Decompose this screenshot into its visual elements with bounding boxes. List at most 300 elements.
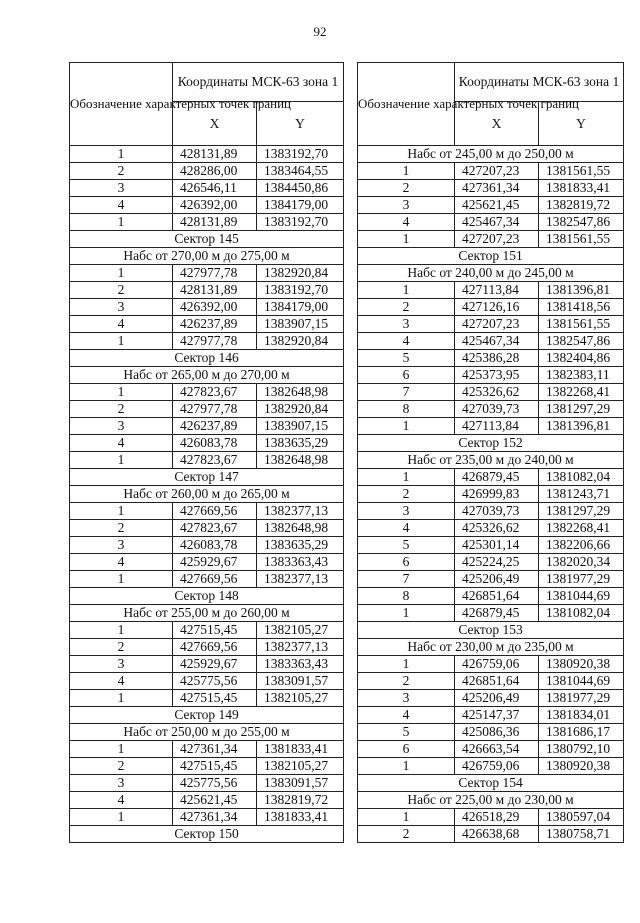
section-label: Сектор 146	[70, 350, 344, 367]
y-coordinate: 1380792,10	[539, 741, 624, 758]
table-row	[358, 367, 624, 384]
table-row	[70, 554, 344, 571]
y-coordinate: 1382648,98	[257, 520, 344, 537]
x-coordinate: 427669,56	[173, 639, 257, 656]
x-coordinate: 425086,36	[455, 724, 539, 741]
point-number: 8	[358, 401, 455, 418]
table-row	[358, 809, 624, 826]
table-row	[358, 197, 624, 214]
x-coordinate: 427669,56	[173, 571, 257, 588]
height-range-row	[70, 248, 344, 265]
table-row	[358, 214, 624, 231]
table-row	[70, 418, 344, 435]
table-row	[358, 282, 624, 299]
table-row	[70, 792, 344, 809]
y-coordinate: 1380597,04	[539, 809, 624, 826]
x-coordinate: 425206,49	[455, 690, 539, 707]
point-number: 2	[358, 673, 455, 690]
x-coordinate: 425929,67	[173, 656, 257, 673]
point-number: 1	[358, 469, 455, 486]
point-number: 3	[358, 503, 455, 520]
header-point-label: Обозначение характерных точек границ	[70, 63, 173, 146]
y-coordinate: 1384179,00	[257, 299, 344, 316]
header-point-label: Обозначение характерных точек границ	[358, 63, 455, 146]
x-coordinate: 427039,73	[455, 401, 539, 418]
y-coordinate: 1381243,71	[539, 486, 624, 503]
table-row	[70, 435, 344, 452]
page-number: 92	[313, 24, 327, 39]
section-label: Сектор 149	[70, 707, 344, 724]
x-coordinate: 425373,95	[455, 367, 539, 384]
x-coordinate: 426546,11	[173, 180, 257, 197]
x-coordinate: 427669,56	[173, 503, 257, 520]
header-y: Y	[539, 102, 624, 146]
y-coordinate: 1382648,98	[257, 452, 344, 469]
point-number: 2	[70, 282, 173, 299]
x-coordinate: 426237,89	[173, 316, 257, 333]
table-row	[70, 673, 344, 690]
point-number: 6	[358, 554, 455, 571]
x-coordinate: 425775,56	[173, 775, 257, 792]
y-coordinate: 1382105,27	[257, 758, 344, 775]
table-row	[358, 486, 624, 503]
y-coordinate: 1382920,84	[257, 265, 344, 282]
x-coordinate: 427515,45	[173, 622, 257, 639]
y-coordinate: 1383091,57	[257, 775, 344, 792]
y-coordinate: 1383464,55	[257, 163, 344, 180]
table-row	[358, 656, 624, 673]
table-row	[70, 163, 344, 180]
x-coordinate: 426237,89	[173, 418, 257, 435]
table-row	[70, 809, 344, 826]
y-coordinate: 1381833,41	[257, 809, 344, 826]
x-coordinate: 426851,64	[455, 588, 539, 605]
point-number: 3	[358, 316, 455, 333]
sector-row	[70, 231, 344, 248]
x-coordinate: 425326,62	[455, 384, 539, 401]
y-coordinate: 1382377,13	[257, 639, 344, 656]
table-row	[70, 503, 344, 520]
y-coordinate: 1381297,29	[539, 401, 624, 418]
y-coordinate: 1381297,29	[539, 503, 624, 520]
height-range-row	[358, 452, 624, 469]
table-row	[358, 741, 624, 758]
y-coordinate: 1383363,43	[257, 656, 344, 673]
x-coordinate: 427113,84	[455, 418, 539, 435]
sector-row	[70, 826, 344, 843]
y-coordinate: 1383192,70	[257, 146, 344, 163]
y-coordinate: 1381418,56	[539, 299, 624, 316]
table-row	[358, 333, 624, 350]
y-coordinate: 1382920,84	[257, 333, 344, 350]
section-label: Сектор 150	[70, 826, 344, 843]
y-coordinate: 1380920,38	[539, 656, 624, 673]
height-range-row	[358, 265, 624, 282]
height-range-row	[358, 792, 624, 809]
y-coordinate: 1381396,81	[539, 418, 624, 435]
y-coordinate: 1382377,13	[257, 503, 344, 520]
point-number: 3	[358, 197, 455, 214]
table-row	[358, 299, 624, 316]
table-row	[358, 384, 624, 401]
point-number: 3	[70, 180, 173, 197]
x-coordinate: 426392,00	[173, 299, 257, 316]
table-row	[70, 690, 344, 707]
x-coordinate: 427361,34	[173, 741, 257, 758]
x-coordinate: 425467,34	[455, 214, 539, 231]
x-coordinate: 427823,67	[173, 520, 257, 537]
y-coordinate: 1381977,29	[539, 690, 624, 707]
point-number: 2	[70, 520, 173, 537]
y-coordinate: 1383635,29	[257, 435, 344, 452]
y-coordinate: 1382819,72	[257, 792, 344, 809]
y-coordinate: 1382404,86	[539, 350, 624, 367]
section-label: Сектор 153	[358, 622, 624, 639]
y-coordinate: 1382920,84	[257, 401, 344, 418]
height-range-row	[358, 146, 624, 163]
point-number: 4	[358, 520, 455, 537]
point-number: 1	[70, 146, 173, 163]
point-number: 1	[70, 333, 173, 350]
point-number: 1	[70, 690, 173, 707]
table-row	[358, 707, 624, 724]
section-label: Сектор 151	[358, 248, 624, 265]
point-number: 4	[358, 333, 455, 350]
table-row	[70, 333, 344, 350]
point-number: 1	[358, 418, 455, 435]
x-coordinate: 427515,45	[173, 690, 257, 707]
sector-row	[358, 248, 624, 265]
table-row	[70, 520, 344, 537]
x-coordinate: 426759,06	[455, 758, 539, 775]
sector-row	[358, 435, 624, 452]
point-number: 5	[358, 724, 455, 741]
point-number: 6	[358, 741, 455, 758]
y-coordinate: 1381561,55	[539, 316, 624, 333]
point-number: 4	[70, 316, 173, 333]
table-row	[70, 316, 344, 333]
y-coordinate: 1382206,66	[539, 537, 624, 554]
x-coordinate: 426638,68	[455, 826, 539, 843]
table-row	[70, 146, 344, 163]
x-coordinate: 426083,78	[173, 435, 257, 452]
table-row	[358, 163, 624, 180]
x-coordinate: 426851,64	[455, 673, 539, 690]
x-coordinate: 427361,34	[173, 809, 257, 826]
section-label: Набс от 270,00 м до 275,00 м	[70, 248, 344, 265]
point-number: 5	[358, 350, 455, 367]
table-row	[358, 418, 624, 435]
x-coordinate: 427977,78	[173, 401, 257, 418]
table-row	[70, 758, 344, 775]
x-coordinate: 426759,06	[455, 656, 539, 673]
sector-row	[70, 469, 344, 486]
y-coordinate: 1382547,86	[539, 214, 624, 231]
section-label: Сектор 145	[70, 231, 344, 248]
x-coordinate: 425301,14	[455, 537, 539, 554]
table-row	[358, 588, 624, 605]
point-number: 1	[70, 503, 173, 520]
point-number: 3	[70, 299, 173, 316]
x-coordinate: 427977,78	[173, 265, 257, 282]
point-number: 2	[70, 758, 173, 775]
point-number: 4	[70, 554, 173, 571]
x-coordinate: 425621,45	[455, 197, 539, 214]
table-row	[70, 775, 344, 792]
table-row	[358, 469, 624, 486]
table-row	[358, 180, 624, 197]
point-number: 6	[358, 367, 455, 384]
table-row	[358, 724, 624, 741]
x-coordinate: 427207,23	[455, 316, 539, 333]
y-coordinate: 1382105,27	[257, 622, 344, 639]
table-row	[358, 758, 624, 775]
point-number: 4	[358, 214, 455, 231]
point-number: 2	[358, 486, 455, 503]
y-coordinate: 1382105,27	[257, 690, 344, 707]
point-number: 2	[70, 163, 173, 180]
table-body	[358, 146, 624, 843]
y-coordinate: 1381561,55	[539, 231, 624, 248]
y-coordinate: 1381396,81	[539, 282, 624, 299]
y-coordinate: 1381833,41	[539, 180, 624, 197]
y-coordinate: 1383192,70	[257, 282, 344, 299]
x-coordinate: 426663,54	[455, 741, 539, 758]
y-coordinate: 1384450,86	[257, 180, 344, 197]
sector-row	[70, 707, 344, 724]
coordinates-table-right	[357, 62, 624, 843]
x-coordinate: 425326,62	[455, 520, 539, 537]
y-coordinate: 1383907,15	[257, 418, 344, 435]
section-label: Набс от 250,00 м до 255,00 м	[70, 724, 344, 741]
header-y: Y	[257, 102, 344, 146]
x-coordinate: 427977,78	[173, 333, 257, 350]
y-coordinate: 1382268,41	[539, 384, 624, 401]
y-coordinate: 1381044,69	[539, 588, 624, 605]
point-number: 7	[358, 384, 455, 401]
x-coordinate: 427361,34	[455, 180, 539, 197]
x-coordinate: 426879,45	[455, 605, 539, 622]
point-number: 4	[70, 435, 173, 452]
y-coordinate: 1382377,13	[257, 571, 344, 588]
table-row	[70, 197, 344, 214]
section-label: Сектор 152	[358, 435, 624, 452]
table-row	[70, 265, 344, 282]
x-coordinate: 426518,29	[455, 809, 539, 826]
height-range-row	[70, 367, 344, 384]
point-number: 1	[358, 282, 455, 299]
table-row	[358, 231, 624, 248]
table-row	[70, 299, 344, 316]
table-row	[358, 503, 624, 520]
point-number: 2	[358, 299, 455, 316]
y-coordinate: 1382268,41	[539, 520, 624, 537]
sector-row	[70, 588, 344, 605]
y-coordinate: 1381082,04	[539, 469, 624, 486]
x-coordinate: 427823,67	[173, 452, 257, 469]
point-number: 2	[70, 639, 173, 656]
table-row	[358, 350, 624, 367]
header-coordinates: Координаты МСК-63 зона 1	[455, 63, 624, 102]
point-number: 1	[70, 214, 173, 231]
header-x: X	[455, 102, 539, 146]
y-coordinate: 1381834,01	[539, 707, 624, 724]
table-row	[358, 826, 624, 843]
point-number: 1	[358, 163, 455, 180]
point-number: 1	[70, 452, 173, 469]
point-number: 4	[70, 673, 173, 690]
x-coordinate: 427515,45	[173, 758, 257, 775]
point-number: 2	[358, 180, 455, 197]
height-range-row	[70, 724, 344, 741]
table-row	[358, 605, 624, 622]
point-number: 1	[358, 605, 455, 622]
x-coordinate: 426083,78	[173, 537, 257, 554]
table-row	[70, 180, 344, 197]
table-row	[70, 741, 344, 758]
table-row	[70, 452, 344, 469]
point-number: 1	[358, 231, 455, 248]
point-number: 7	[358, 571, 455, 588]
table-row	[70, 401, 344, 418]
x-coordinate: 428131,89	[173, 146, 257, 163]
x-coordinate: 427126,16	[455, 299, 539, 316]
section-label: Набс от 245,00 м до 250,00 м	[358, 146, 624, 163]
point-number: 1	[70, 741, 173, 758]
height-range-row	[358, 639, 624, 656]
point-number: 1	[70, 622, 173, 639]
point-number: 2	[70, 401, 173, 418]
sector-row	[358, 775, 624, 792]
y-coordinate: 1382383,11	[539, 367, 624, 384]
section-label: Набс от 260,00 м до 265,00 м	[70, 486, 344, 503]
section-label: Сектор 154	[358, 775, 624, 792]
section-label: Сектор 148	[70, 588, 344, 605]
table-row	[358, 673, 624, 690]
point-number: 4	[358, 707, 455, 724]
point-number: 3	[70, 418, 173, 435]
x-coordinate: 427207,23	[455, 163, 539, 180]
table-row	[358, 554, 624, 571]
section-label: Набс от 255,00 м до 260,00 м	[70, 605, 344, 622]
x-coordinate: 427823,67	[173, 384, 257, 401]
table-row	[358, 316, 624, 333]
table-row	[358, 401, 624, 418]
x-coordinate: 427207,23	[455, 231, 539, 248]
coordinates-table-left	[69, 62, 344, 843]
table-row	[358, 537, 624, 554]
y-coordinate: 1381561,55	[539, 163, 624, 180]
y-coordinate: 1383907,15	[257, 316, 344, 333]
table-body	[70, 146, 344, 843]
point-number: 1	[358, 809, 455, 826]
point-number: 1	[70, 384, 173, 401]
x-coordinate: 427113,84	[455, 282, 539, 299]
y-coordinate: 1380758,71	[539, 826, 624, 843]
x-coordinate: 426879,45	[455, 469, 539, 486]
table-row	[358, 690, 624, 707]
y-coordinate: 1382819,72	[539, 197, 624, 214]
x-coordinate: 425206,49	[455, 571, 539, 588]
x-coordinate: 425621,45	[173, 792, 257, 809]
x-coordinate: 425147,37	[455, 707, 539, 724]
table-row	[70, 537, 344, 554]
x-coordinate: 425929,67	[173, 554, 257, 571]
section-label: Набс от 230,00 м до 235,00 м	[358, 639, 624, 656]
x-coordinate: 427039,73	[455, 503, 539, 520]
point-number: 3	[358, 690, 455, 707]
table-row	[358, 571, 624, 588]
y-coordinate: 1381044,69	[539, 673, 624, 690]
point-number: 4	[70, 792, 173, 809]
section-label: Набс от 265,00 м до 270,00 м	[70, 367, 344, 384]
y-coordinate: 1381082,04	[539, 605, 624, 622]
section-label: Сектор 147	[70, 469, 344, 486]
table-row	[70, 571, 344, 588]
y-coordinate: 1383091,57	[257, 673, 344, 690]
y-coordinate: 1382547,86	[539, 333, 624, 350]
table-row	[70, 656, 344, 673]
y-coordinate: 1383635,29	[257, 537, 344, 554]
table-row	[70, 384, 344, 401]
point-number: 1	[70, 571, 173, 588]
x-coordinate: 428131,89	[173, 214, 257, 231]
x-coordinate: 426392,00	[173, 197, 257, 214]
sector-row	[70, 350, 344, 367]
height-range-row	[70, 486, 344, 503]
y-coordinate: 1382020,34	[539, 554, 624, 571]
table-row	[70, 639, 344, 656]
x-coordinate: 426999,83	[455, 486, 539, 503]
point-number: 1	[358, 758, 455, 775]
x-coordinate: 428286,00	[173, 163, 257, 180]
point-number: 8	[358, 588, 455, 605]
point-number: 5	[358, 537, 455, 554]
section-label: Набс от 240,00 м до 245,00 м	[358, 265, 624, 282]
y-coordinate: 1381977,29	[539, 571, 624, 588]
x-coordinate: 425467,34	[455, 333, 539, 350]
y-coordinate: 1381686,17	[539, 724, 624, 741]
x-coordinate: 425224,25	[455, 554, 539, 571]
height-range-row	[70, 605, 344, 622]
header-coordinates: Координаты МСК-63 зона 1	[173, 63, 344, 102]
point-number: 3	[70, 775, 173, 792]
point-number: 2	[358, 826, 455, 843]
point-number: 3	[70, 537, 173, 554]
section-label: Набс от 225,00 м до 230,00 м	[358, 792, 624, 809]
header-x: X	[173, 102, 257, 146]
x-coordinate: 425386,28	[455, 350, 539, 367]
sector-row	[358, 622, 624, 639]
x-coordinate: 428131,89	[173, 282, 257, 299]
y-coordinate: 1384179,00	[257, 197, 344, 214]
table-row	[70, 622, 344, 639]
point-number: 1	[358, 656, 455, 673]
point-number: 1	[70, 265, 173, 282]
point-number: 4	[70, 197, 173, 214]
y-coordinate: 1382648,98	[257, 384, 344, 401]
section-label: Набс от 235,00 м до 240,00 м	[358, 452, 624, 469]
table-row	[358, 520, 624, 537]
y-coordinate: 1380920,38	[539, 758, 624, 775]
y-coordinate: 1381833,41	[257, 741, 344, 758]
x-coordinate: 425775,56	[173, 673, 257, 690]
point-number: 3	[70, 656, 173, 673]
point-number: 1	[70, 809, 173, 826]
y-coordinate: 1383363,43	[257, 554, 344, 571]
y-coordinate: 1383192,70	[257, 214, 344, 231]
table-row	[70, 282, 344, 299]
